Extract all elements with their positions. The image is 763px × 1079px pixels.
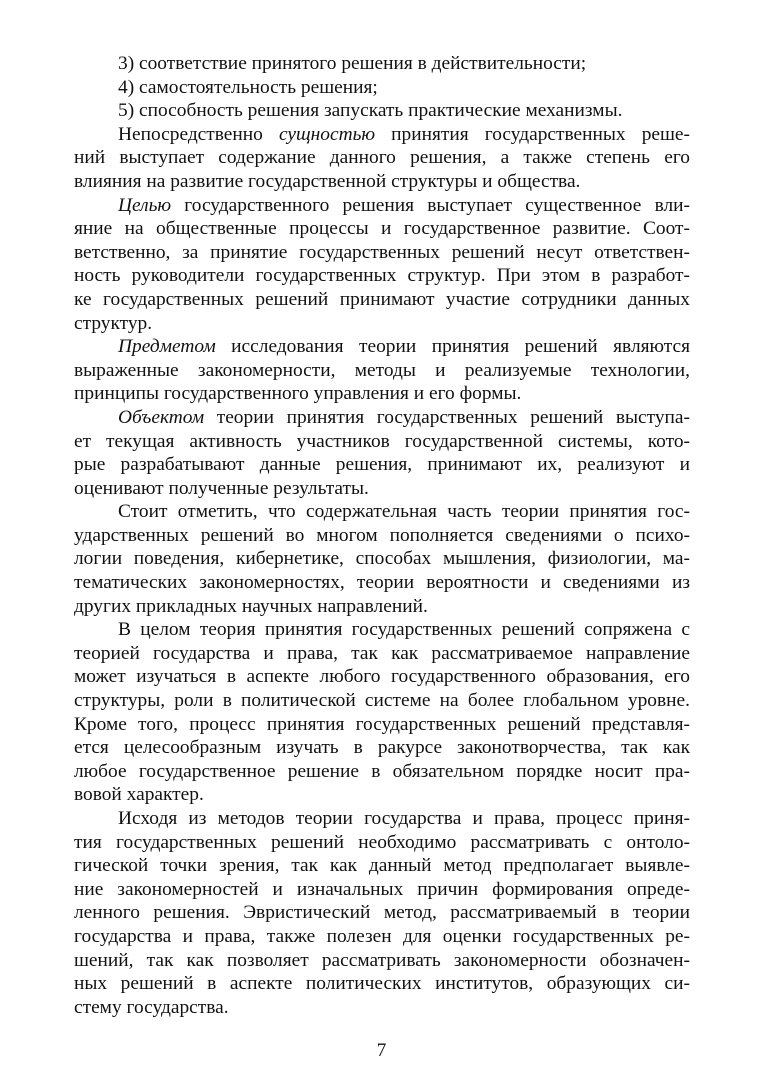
paragraph-line: Предметом исследования теории принятия решений являются	[118, 336, 690, 358]
paragraph-line: выраженные закономерности, методы и реализуемые технологии,	[74, 359, 690, 381]
paragraph-line: Кроме того, процесс принятия государственных решений представля-	[74, 713, 690, 735]
paragraph-line: логии поведения, кибернетике, способах мышления, физиологии, ма-	[74, 548, 690, 570]
paragraph-line: вовой характер.	[74, 784, 204, 806]
paragraph-line: может изучаться в аспекте любого государственного образования, его	[74, 666, 690, 688]
term-object: Объектом	[118, 406, 205, 428]
paragraph-line: структур.	[74, 312, 153, 334]
paragraph-line: ется целесообразным изучать в ракурсе законотворчества, так как	[74, 737, 690, 759]
paragraph-line: Исходя из методов теории государства и права, процесс приня-	[118, 808, 690, 829]
paragraph-line: ленного решения. Эвристический метод, рассматриваемый в теории	[74, 902, 690, 924]
paragraph-line: тематических закономерностях, теории вероятности и сведениями из	[74, 572, 690, 594]
paragraph-line: В целом теория принятия государственных решений сопряжена с	[118, 619, 690, 641]
paragraph-line: Целью государственного решения выступает существенное вли-	[118, 194, 690, 216]
paragraph-object	[74, 406, 690, 500]
paragraph-line: структуры, роли в политической системе на более глобальном уровне.	[74, 690, 690, 712]
paragraph-goal	[74, 194, 690, 336]
paragraph-line: Объектом теории принятия государственных решений выступа-	[118, 406, 690, 428]
paragraph-line: рые разрабатывают данные решения, принимают их, реализуют и	[74, 454, 690, 476]
paragraph-line: гической точки зрения, так как данный метод предполагает выявле-	[74, 855, 690, 877]
paragraph-line: влияния на развитие государственной структуры и общества.	[74, 170, 581, 192]
paragraph-line: принципы государственного управления и его формы.	[74, 383, 522, 405]
paragraph-line: государства и права, также полезен для оценки государственных ре-	[74, 925, 690, 947]
paragraph-content	[74, 500, 690, 618]
term-subject: Предметом	[118, 336, 216, 358]
paragraph-line: ных решений в аспекте политических институтов, образующих си-	[74, 973, 690, 995]
paragraph-line: ветственно, за принятие государственных решений несут ответствен-	[74, 241, 690, 263]
list-item: 5) способность решения запускать практические механизмы.	[118, 100, 623, 122]
paragraph-line: оценивают полученные результаты.	[74, 477, 369, 499]
paragraph-methods	[74, 807, 690, 1019]
paragraph-line: ке государственных решений принимают участие сотрудники данных	[74, 288, 690, 310]
page-number: 7	[376, 1040, 387, 1061]
criteria-list	[74, 52, 690, 123]
paragraph-state-law	[74, 618, 690, 807]
term-essence: сущностью	[278, 123, 376, 145]
paragraph-line: Непосредственно сущностью принятия государственных реше-	[118, 123, 690, 145]
paragraph-line: тия государственных решений необходимо рассматривать с онтоло-	[74, 831, 690, 853]
list-item: 4) самостоятельность решения;	[118, 76, 378, 98]
paragraph-line: теорией государства и права, так как рассматриваемое направление	[74, 642, 690, 664]
term-goal: Целью	[118, 194, 172, 216]
paragraph-essence	[74, 123, 690, 194]
paragraph-line: ний выступает содержание данного решения, а также степень его	[74, 147, 690, 169]
paragraph-subject	[74, 335, 690, 406]
list-item: 3) соответствие принятого решения в действительности;	[118, 53, 587, 74]
paragraph-line: ет текущая активность участников государственной системы, кото-	[74, 430, 690, 452]
paragraph-line: любое государственное решение в обязательном порядке носит пра-	[74, 760, 690, 782]
paragraph-line: стему государства.	[74, 996, 229, 1018]
paragraph-line: других прикладных научных направлений.	[74, 595, 428, 617]
paragraph-line: ние закономерностей и изначальных причин формирования опреде-	[74, 878, 690, 900]
paragraph-line: Стоит отметить, что содержательная часть теории принятия гос-	[118, 501, 690, 523]
paragraph-line: яние на общественные процессы и государственное развитие. Соот-	[74, 218, 690, 240]
document-page	[74, 52, 690, 1019]
paragraph-line: ударственных решений во многом пополняется сведениями о психо-	[74, 524, 690, 546]
paragraph-line: шений, так как позволяет рассматривать закономерности обозначен-	[74, 949, 690, 971]
paragraph-line: ность руководители государственных структур. При этом в разработ-	[74, 265, 690, 287]
